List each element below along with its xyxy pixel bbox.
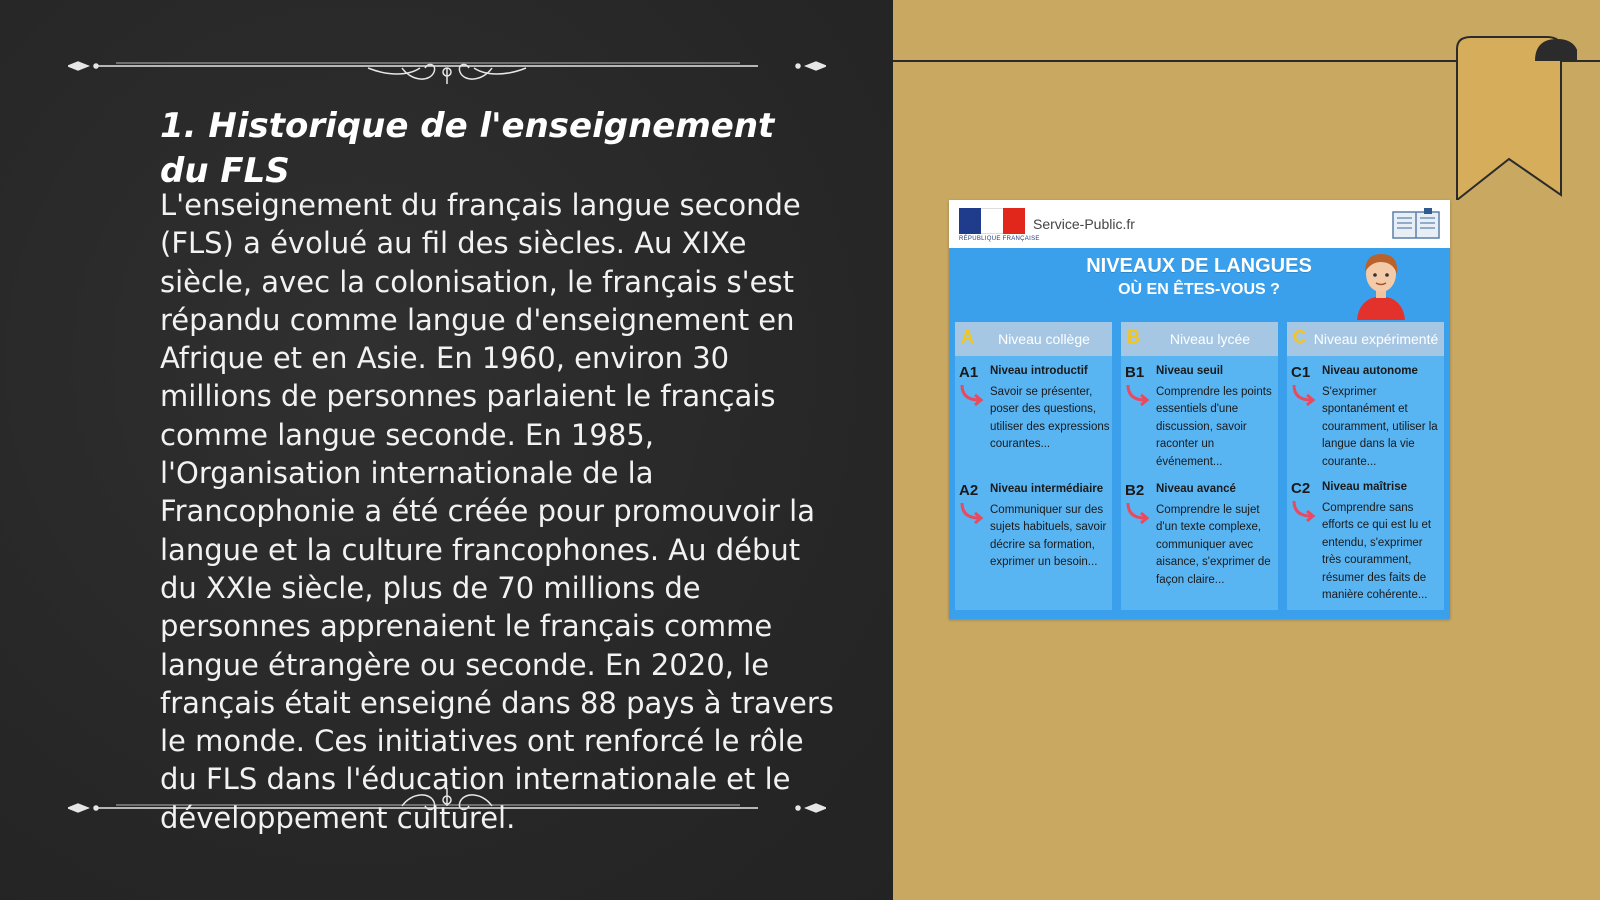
level-code: B2 (1125, 482, 1145, 499)
level-name: Niveau intermédiaire (990, 483, 1104, 495)
level-column-b (1121, 322, 1278, 610)
column-header (1121, 322, 1278, 356)
level-name: Niveau autonome (1322, 365, 1418, 377)
level-code: B1 (1125, 364, 1145, 381)
infographic-title: NIVEAUX DE LANGUES (1086, 255, 1312, 277)
level-name: Niveau seuil (1156, 365, 1224, 377)
french-flag-logo (959, 208, 1025, 234)
level-description: Comprendre les points essentiels d'une discussion, savoir raconter un événement... (1156, 386, 1272, 468)
column-letter: C (1293, 327, 1306, 347)
bookmark-ribbon-decoration (1437, 35, 1577, 200)
column-title: Niveau lycée (1169, 330, 1251, 347)
open-book-icon (1391, 208, 1441, 240)
level-description: Comprendre le sujet d'un texte complexe, communiquer avec aisance, s'exprimer de façon claire... (1156, 504, 1271, 586)
curved-arrow-icon (1291, 382, 1317, 408)
column-header (1287, 322, 1444, 356)
site-name: Service-Public.fr (1033, 216, 1135, 232)
level-code: C1 (1291, 364, 1311, 381)
level-column-a (955, 322, 1112, 610)
level-name: Niveau introductif (990, 365, 1088, 377)
level-description: Communiquer sur des sujets habituels, savoir décrire sa formation, exprimer un besoin... (990, 504, 1107, 569)
level-code: A2 (959, 482, 979, 499)
language-levels-infographic (949, 200, 1450, 619)
curved-arrow-icon (1125, 382, 1151, 408)
column-letter: A (961, 327, 974, 347)
level-column-c (1287, 322, 1444, 610)
column-header (955, 322, 1112, 356)
level-code: C2 (1291, 480, 1311, 497)
level-description: Savoir se présenter, poser des questions, utiliser des expressions courantes... (990, 386, 1110, 451)
curved-arrow-icon (959, 500, 985, 526)
top-ornament-divider (68, 46, 826, 86)
column-title: Niveau collège (998, 330, 1090, 347)
student-illustration (1349, 248, 1413, 320)
level-name: Niveau avancé (1156, 483, 1236, 495)
level-name: Niveau maîtrise (1322, 481, 1408, 493)
slide-body-text: L'enseignement du français langue seconde (FLS) a évolué au fil des siècles. Au XIXe siècle, avec la colonisation, le français s'est répandu comme langue d'enseignement en Afrique et en Asie. En 1960, environ 30 millions de personnes parlaient le français comme langue seconde. En 1985, l'Organisation internationale de la Francophonie a été créée pour promouvoir la langue et la culture francophones. Au début du XXIe siècle, plus de 70 millions de personnes apprenaient le français comme langue étrangère ou seconde. En 2020, le français était enseigné dans 88 pays à travers le monde. Ces initiatives ont renforcé le rôle du FLS dans l'éducation internationale et le développement culturel. (160, 188, 834, 835)
column-letter: B (1127, 327, 1140, 347)
column-title: Niveau expérimenté (1313, 330, 1439, 347)
republique-caption: RÉPUBLIQUE FRANÇAISE (959, 236, 1040, 242)
curved-arrow-icon (1125, 500, 1151, 526)
curved-arrow-icon (1291, 498, 1317, 524)
level-description: S'exprimer spontanément et couramment, utiliser la langue dans la vie courante... (1322, 386, 1438, 468)
slide-title: 1. Historique de l'enseignement du FLS (160, 106, 775, 191)
level-description: Comprendre sans efforts ce qui est lu et entendu, s'exprimer très couramment, résumer des faits de manière cohérente... (1322, 502, 1432, 602)
infographic-header (949, 200, 1450, 248)
infographic-subtitle: OÙ EN ÊTES-VOUS ? (1118, 281, 1280, 298)
curved-arrow-icon (959, 382, 985, 408)
level-code: A1 (959, 364, 979, 381)
